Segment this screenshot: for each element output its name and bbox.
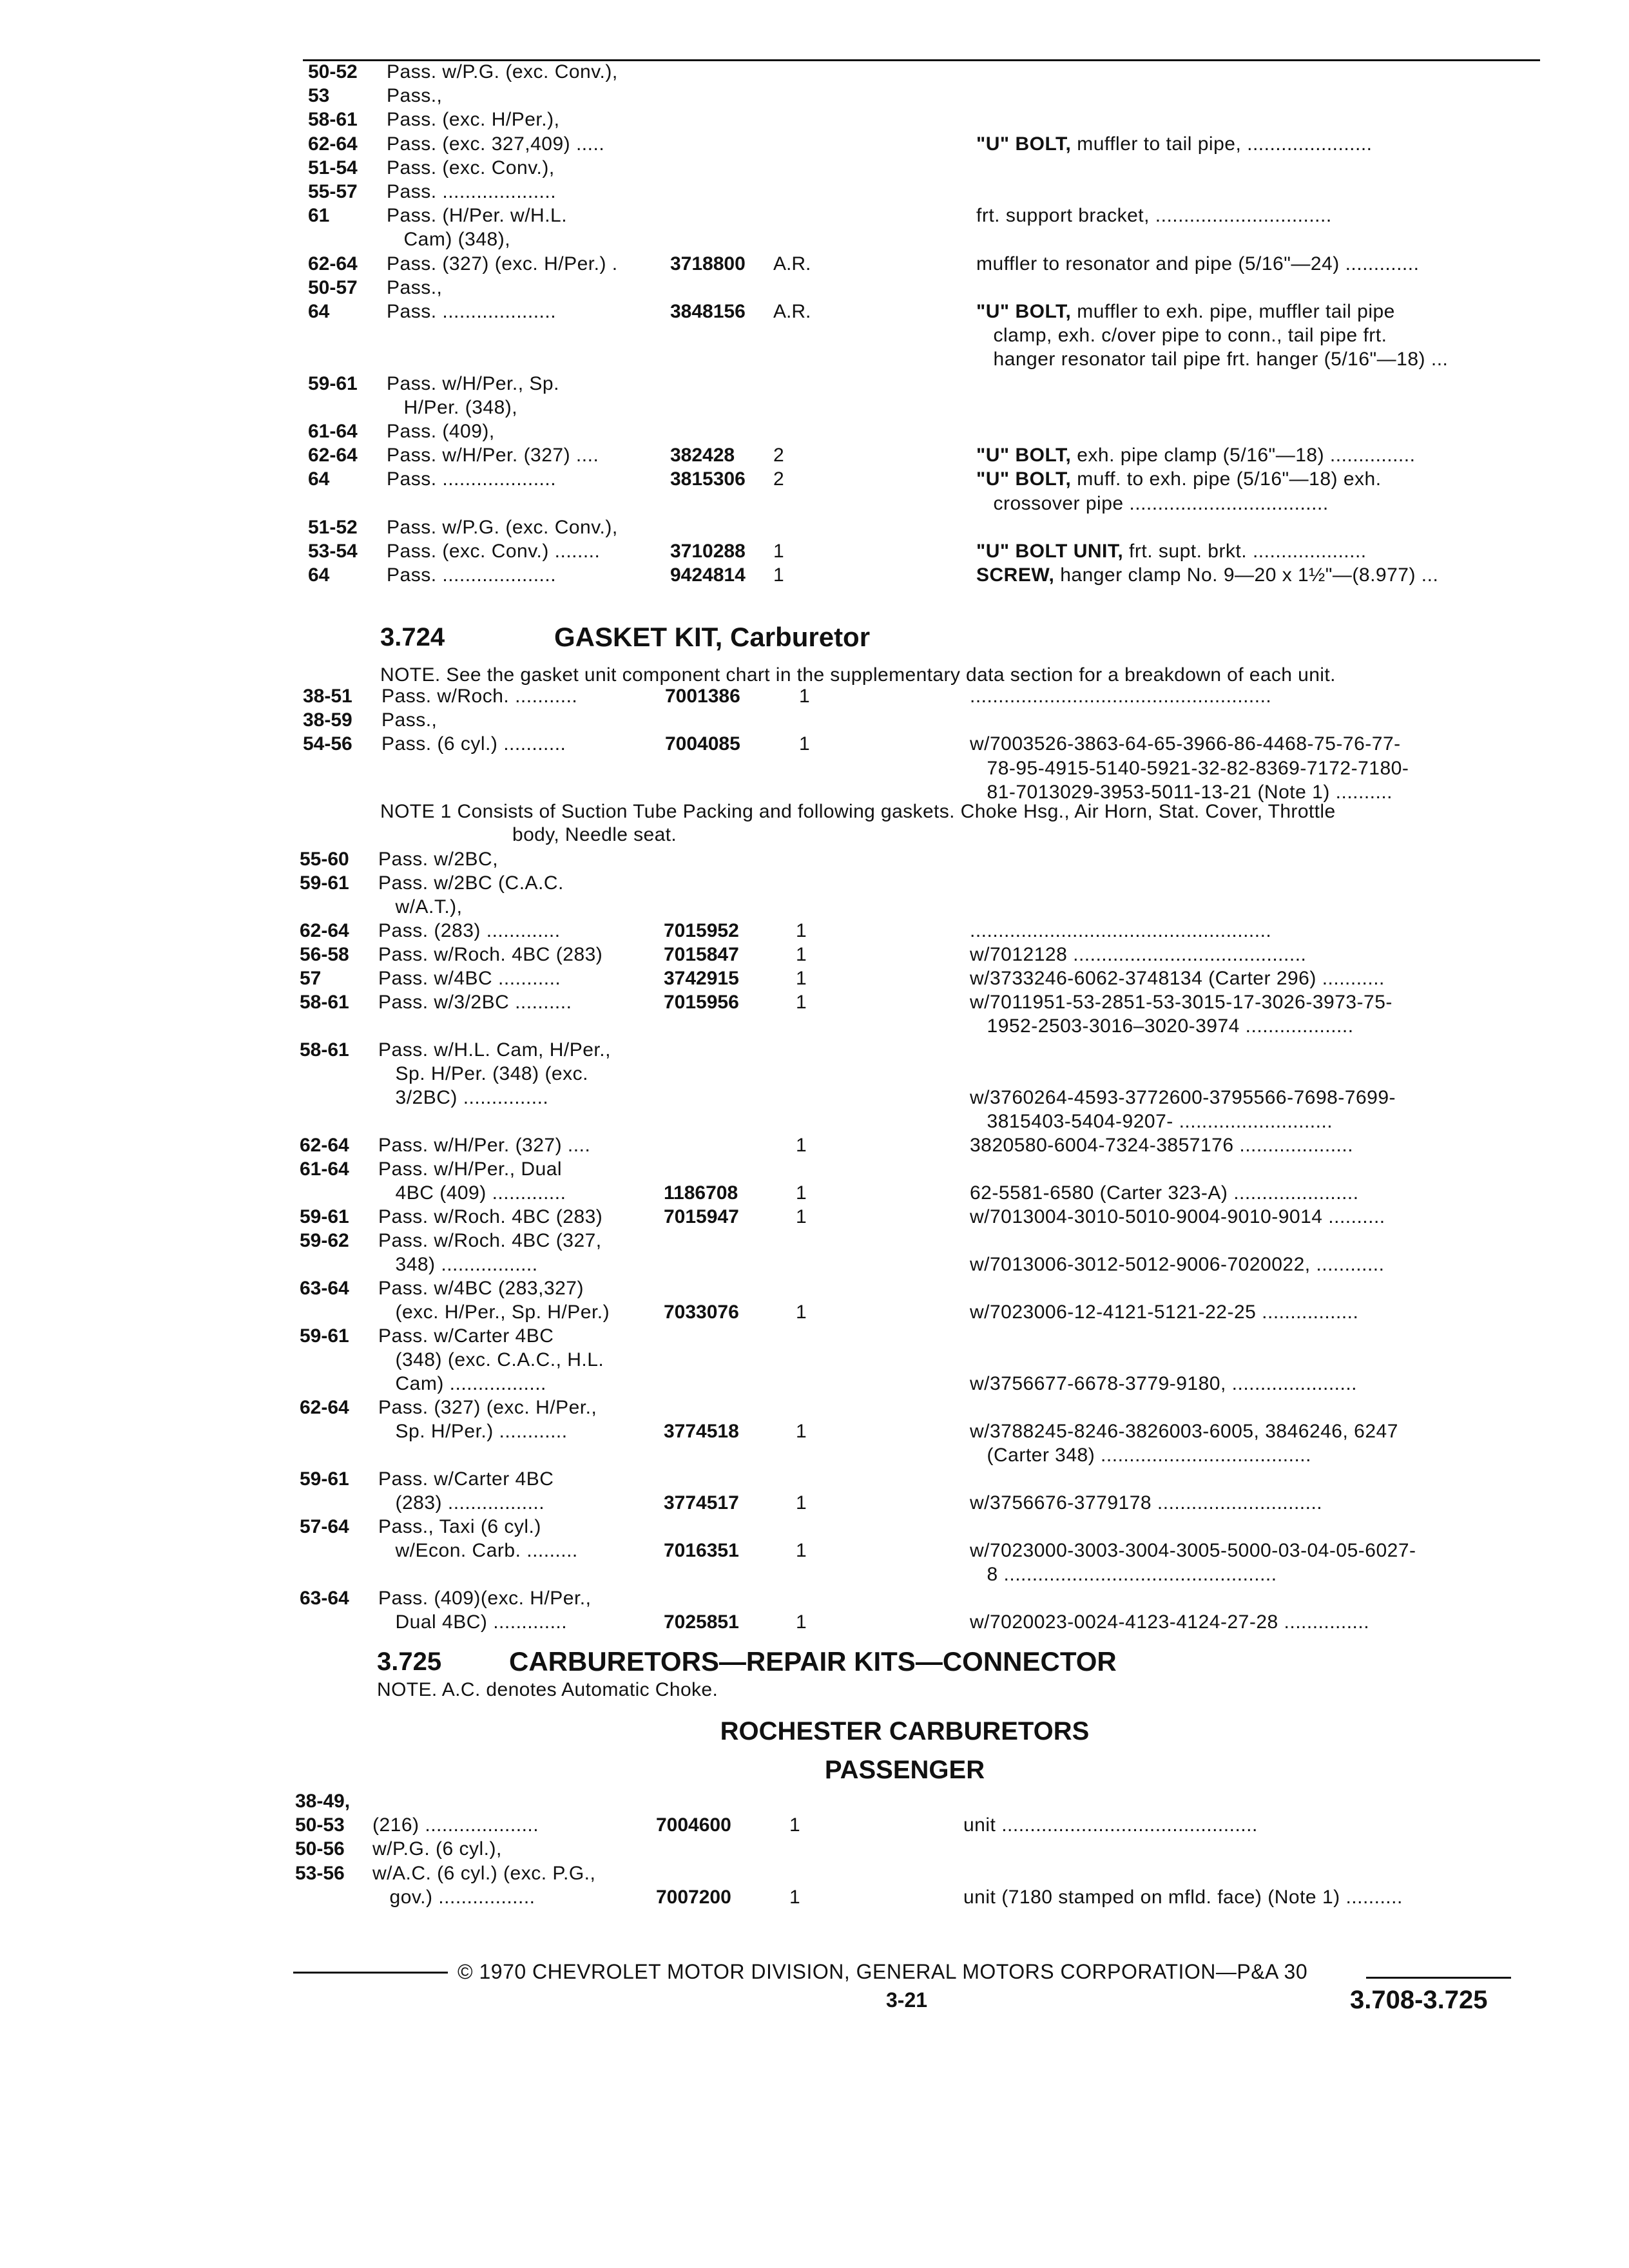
table-row [0, 1610, 1629, 1635]
section-number-3725: 3.725 [377, 1648, 442, 1676]
usage-description: frt. support bracket, ............................... [976, 205, 1332, 227]
quantity: 1 [796, 1302, 807, 1323]
table-row [0, 895, 1629, 919]
usage-description: unit (7180 stamped on mfld. face) (Note 1) .......... [963, 1886, 1403, 1908]
table-row [0, 1300, 1629, 1325]
table-row [0, 252, 1629, 276]
usage-description: 3815403-5404-9207- ........................... [970, 1111, 1333, 1132]
table-row [0, 492, 1629, 516]
table-row [0, 1467, 1629, 1492]
usage-description: ..................................................... [970, 686, 1272, 707]
description: w/A.C. (6 cyl.) (exc. P.G., [372, 1862, 596, 1884]
usage-description: w/3733246-6062-3748134 (Carter 296) ........... [970, 968, 1385, 989]
year-range: 61-64 [300, 1158, 349, 1180]
quantity: 1 [773, 541, 784, 562]
part-name: "U" BOLT, [976, 301, 1072, 322]
description: Pass. w/Roch. 4BC (283) [378, 1206, 603, 1227]
table-row [0, 684, 1629, 709]
description: Pass. (exc. 327,409) ..... [387, 133, 605, 155]
section-title-gasket-kit: GASKET KIT, Carburetor [554, 622, 871, 652]
usage-description: w/7003526-3863-64-65-3966-86-4468-75-76-77- [970, 733, 1401, 755]
description: Pass. w/H.L. Cam, H/Per., [378, 1039, 611, 1061]
table-row [0, 732, 1629, 756]
part-name: "U" BOLT UNIT, [976, 541, 1124, 562]
description: Pass. .................... [387, 468, 557, 490]
usage-description: SCREW, hanger clamp No. 9—20 x 1½"—(8.977) ... [976, 564, 1439, 586]
part-number: 7025851 [664, 1611, 739, 1633]
usage-description: w/3788245-8246-3826003-6005, 3846246, 6247 [970, 1421, 1398, 1442]
year-range: 58-61 [300, 992, 349, 1013]
year-range: 57 [300, 968, 322, 989]
quantity: 1 [796, 1611, 807, 1633]
description: Dual 4BC) ............. [378, 1611, 568, 1633]
part-number: 7004600 [656, 1814, 731, 1836]
year-range: 55-57 [308, 181, 358, 202]
table-row [0, 1396, 1629, 1420]
quantity: 1 [796, 968, 807, 989]
table-row [0, 1491, 1629, 1515]
description: Pass. w/2BC (C.A.C. [378, 872, 564, 894]
year-range: 38-49, [295, 1791, 351, 1812]
quantity: A.R. [773, 253, 811, 274]
year-range: 61-64 [308, 421, 358, 442]
year-range: 57-64 [300, 1516, 349, 1537]
table-row [0, 108, 1629, 132]
part-number: 7001386 [665, 686, 740, 707]
year-range: 51-52 [308, 516, 358, 538]
part-number: 382428 [670, 445, 735, 466]
quantity: 1 [796, 1135, 807, 1156]
description: 4BC (409) ............. [378, 1182, 566, 1204]
table-row [0, 372, 1629, 396]
description: Pass. (exc. H/Per.), [387, 109, 560, 131]
year-range: 50-56 [295, 1838, 345, 1860]
note-1-line1: NOTE 1 Consists of Suction Tube Packing and following gaskets. Choke Hsg., Air Horn, Stat. Cover, Throttle [380, 801, 1336, 822]
year-range: 58-61 [300, 1039, 349, 1061]
table-row [0, 1885, 1629, 1910]
quantity: 1 [799, 686, 810, 707]
usage-description: 62-5581-6580 (Carter 323-A) ...................... [970, 1182, 1359, 1204]
quantity: 1 [796, 920, 807, 941]
table-row [0, 1372, 1629, 1396]
part-number: 3742915 [664, 968, 739, 989]
table-row [0, 180, 1629, 204]
description: Pass. w/Roch. 4BC (327, [378, 1230, 602, 1251]
description: Pass., [387, 85, 443, 107]
description: Sp. H/Per. (348) (exc. [378, 1063, 588, 1084]
table-row [0, 300, 1629, 324]
quantity: 1 [773, 564, 784, 586]
section-title-carburetors: CARBURETORS—REPAIR KITS—CONNECTOR [509, 1646, 1117, 1677]
description: Pass., Taxi (6 cyl.) [378, 1516, 541, 1537]
table-row [0, 419, 1629, 444]
usage-description: 8 ................................................ [970, 1564, 1277, 1585]
usage-description: w/7012128 ......................................... [970, 944, 1307, 965]
year-range: 64 [308, 564, 330, 586]
description: Pass. w/H/Per. (327) .... [378, 1135, 591, 1156]
description: Pass. w/2BC, [378, 849, 499, 870]
year-range: 64 [308, 468, 330, 490]
description: 3/2BC) ............... [378, 1087, 549, 1108]
section-note-gasket: NOTE. See the gasket unit component chart in the supplementary data section for a breakdown of each unit. [380, 664, 1336, 686]
table-row [0, 1419, 1629, 1444]
quantity: 1 [796, 1492, 807, 1514]
year-range: 59-61 [308, 372, 358, 394]
usage-description: muffler to resonator and pipe (5/16"—24) ............. [976, 253, 1420, 274]
part-number: 7007200 [656, 1886, 731, 1908]
year-range: 50-57 [308, 276, 358, 298]
description: Pass. (6 cyl.) ........... [381, 733, 566, 755]
table-row [0, 1789, 1629, 1814]
description: Pass. (H/Per. w/H.L. [387, 205, 568, 227]
usage-description: w/7013004-3010-5010-9004-9010-9014 .......... [970, 1206, 1385, 1227]
year-range: 50-53 [295, 1814, 345, 1836]
description: Pass. (exc. Conv.) ........ [387, 541, 601, 562]
description: Pass. (409)(exc. H/Per., [378, 1588, 592, 1609]
section-note-ac: NOTE. A.C. denotes Automatic Choke. [377, 1679, 718, 1700]
year-range: 63-64 [300, 1588, 349, 1609]
section-number-3724: 3.724 [380, 623, 445, 651]
year-range: 55-60 [300, 849, 349, 870]
description: (216) .................... [372, 1814, 539, 1836]
table-row [0, 1110, 1629, 1134]
table-row [0, 919, 1629, 943]
quantity: 1 [796, 1540, 807, 1561]
table-row [0, 515, 1629, 540]
usage-description: 81-7013029-3953-5011-13-21 (Note 1) .......... [970, 781, 1393, 803]
year-range: 54-56 [303, 733, 352, 755]
description: Pass. w/4BC ........... [378, 968, 561, 989]
year-range: 59-61 [300, 1206, 349, 1227]
description: Pass. w/H/Per., Dual [378, 1158, 563, 1180]
year-range: 62-64 [300, 920, 349, 941]
table-row [0, 1038, 1629, 1062]
usage-description: 1952-2503-3016–3020-3974 ................... [970, 1015, 1354, 1037]
description: H/Per. (348), [387, 396, 518, 418]
year-range: 59-62 [300, 1230, 349, 1251]
table-row [0, 1515, 1629, 1539]
part-number: 3774517 [664, 1492, 739, 1514]
description: Pass. w/Roch. ........... [381, 686, 578, 707]
year-range: 51-54 [308, 157, 358, 178]
description: Cam) (348), [387, 229, 511, 251]
year-range: 61 [308, 205, 330, 227]
year-range: 62-64 [308, 253, 358, 274]
description: Pass. w/Roch. 4BC (283) [378, 944, 603, 965]
table-row [0, 1133, 1629, 1158]
year-range: 38-51 [303, 686, 352, 707]
part-number: 7004085 [665, 733, 740, 755]
table-row [0, 563, 1629, 588]
description: Pass. (327) (exc. H/Per., [378, 1397, 597, 1418]
year-range: 53-54 [308, 541, 358, 562]
part-number: 1186708 [664, 1182, 738, 1204]
part-name: SCREW, [976, 564, 1055, 586]
usage-description: "U" BOLT, muffler to tail pipe, ...................... [976, 133, 1373, 155]
usage-description: 78-95-4915-5140-5921-32-82-8369-7172-7180- [970, 757, 1409, 779]
usage-description: w/7020023-0024-4123-4124-27-28 ............... [970, 1611, 1370, 1633]
year-range: 62-64 [308, 133, 358, 155]
part-number: 7015947 [664, 1206, 739, 1227]
year-range: 53-56 [295, 1862, 345, 1884]
year-range: 62-64 [308, 445, 358, 466]
description: Pass. (409), [387, 421, 495, 442]
table-row [0, 943, 1629, 967]
quantity: 1 [796, 1182, 807, 1204]
usage-description: w/7011951-53-2851-53-3015-17-3026-3973-75- [970, 992, 1393, 1013]
table-row [0, 539, 1629, 564]
table-row [0, 966, 1629, 991]
footer-rule-left [293, 1972, 448, 1974]
description: w/A.T.), [378, 896, 463, 918]
table-row [0, 1014, 1629, 1039]
table-row [0, 156, 1629, 180]
description: Pass. (283) ............. [378, 920, 561, 941]
usage-description: w/3760264-4593-3772600-3795566-7698-7699- [970, 1087, 1396, 1108]
quantity: 1 [796, 944, 807, 965]
part-number: 7015956 [664, 992, 739, 1013]
quantity: 1 [796, 1421, 807, 1442]
usage-description: w/7023006-12-4121-5121-22-25 ................. [970, 1302, 1359, 1323]
description: Pass. w/P.G. (exc. Conv.), [387, 61, 618, 82]
quantity: 1 [799, 733, 810, 755]
description: Pass. (exc. Conv.), [387, 157, 555, 178]
usage-description: "U" BOLT UNIT, frt. supt. brkt. .................... [976, 541, 1367, 562]
description: Pass. w/H/Per., Sp. [387, 372, 559, 394]
part-number: 3710288 [670, 541, 746, 562]
year-range: 59-61 [300, 1325, 349, 1347]
usage-description: hanger resonator tail pipe frt. hanger (5/16"—18) ... [976, 349, 1449, 370]
quantity: 1 [789, 1886, 800, 1908]
table-row [0, 1181, 1629, 1206]
description: w/Econ. Carb. ......... [378, 1540, 578, 1561]
usage-description: 3820580-6004-7324-3857176 .................... [970, 1135, 1354, 1156]
description: (348) (exc. C.A.C., H.L. [378, 1349, 604, 1370]
year-range: 62-64 [300, 1135, 349, 1156]
part-number: 9424814 [670, 564, 746, 586]
quantity: 2 [773, 445, 784, 466]
year-range: 63-64 [300, 1278, 349, 1299]
section-range: 3.708-3.725 [1350, 1986, 1488, 2014]
footer-copyright: © 1970 CHEVROLET MOTOR DIVISION, GENERAL MOTORS CORPORATION—P&A 30 [458, 1960, 1308, 1983]
description: Pass. w/H/Per. (327) .... [387, 445, 599, 466]
year-range: 38-59 [303, 709, 352, 731]
year-range: 64 [308, 301, 330, 322]
quantity: 1 [789, 1814, 800, 1836]
part-name: "U" BOLT, [976, 445, 1072, 466]
table-row [0, 1324, 1629, 1349]
quantity: 2 [773, 468, 784, 490]
description: (exc. H/Per., Sp. H/Per.) [378, 1302, 610, 1323]
part-number: 3774518 [664, 1421, 739, 1442]
description: 348) ................. [378, 1254, 538, 1275]
usage-description: "U" BOLT, muff. to exh. pipe (5/16"—18) exh. [976, 468, 1382, 490]
part-number: 7015847 [664, 944, 739, 965]
table-row [0, 756, 1629, 781]
part-number: 7016351 [664, 1540, 739, 1561]
description: Sp. H/Per.) ............ [378, 1421, 568, 1442]
table-row [0, 60, 1629, 84]
year-range: 53 [308, 85, 330, 107]
part-number: 7033076 [664, 1302, 739, 1323]
description: Cam) ................. [378, 1373, 546, 1394]
table-row [0, 396, 1629, 420]
quantity: A.R. [773, 301, 811, 322]
usage-description: w/7013006-3012-5012-9006-7020022, ............ [970, 1254, 1385, 1275]
part-name: "U" BOLT, [976, 468, 1072, 490]
usage-description: ..................................................... [970, 920, 1272, 941]
part-name: "U" BOLT, [976, 133, 1072, 155]
year-range: 58-61 [308, 109, 358, 131]
table-row [0, 1443, 1629, 1468]
description: Pass. .................... [387, 181, 557, 202]
table-row [0, 1586, 1629, 1611]
table-row [0, 1539, 1629, 1563]
table-row [0, 1205, 1629, 1229]
year-range: 59-61 [300, 872, 349, 894]
description: Pass., [381, 709, 438, 731]
description: gov.) ................. [372, 1886, 535, 1908]
table-row [0, 132, 1629, 157]
table-row [0, 467, 1629, 492]
table-row [0, 1562, 1629, 1587]
table-row [0, 847, 1629, 872]
description: w/P.G. (6 cyl.), [372, 1838, 502, 1860]
table-row [0, 347, 1629, 372]
usage-description: clamp, exh. c/over pipe to conn., tail pipe frt. [976, 325, 1387, 347]
part-number: 7015952 [664, 920, 739, 941]
part-number: 3815306 [670, 468, 746, 490]
table-row [0, 1861, 1629, 1886]
usage-description: unit ............................................. [963, 1814, 1258, 1836]
table-row [0, 1276, 1629, 1301]
table-row [0, 443, 1629, 468]
table-row [0, 276, 1629, 300]
year-range: 56-58 [300, 944, 349, 965]
heading-passenger: PASSENGER [824, 1756, 985, 1784]
description: Pass. w/4BC (283,327) [378, 1278, 584, 1299]
table-row [0, 1157, 1629, 1182]
table-row [0, 204, 1629, 228]
part-number: 3718800 [670, 253, 746, 274]
footer-rule-right [1366, 1977, 1511, 1979]
table-row [0, 1229, 1629, 1253]
usage-description: crossover pipe ................................... [976, 492, 1329, 514]
usage-description: w/7023000-3003-3004-3005-5000-03-04-05-6027- [970, 1540, 1416, 1561]
description: Pass. w/P.G. (exc. Conv.), [387, 516, 618, 538]
year-range: 59-61 [300, 1468, 349, 1490]
description: Pass. w/Carter 4BC [378, 1325, 554, 1347]
table-row [0, 1086, 1629, 1110]
table-row [0, 323, 1629, 348]
heading-rochester-carburetors: ROCHESTER CARBURETORS [720, 1717, 1090, 1745]
table-row [0, 990, 1629, 1015]
table-row [0, 1348, 1629, 1372]
usage-description: w/3756677-6678-3779-9180, ...................... [970, 1373, 1358, 1394]
usage-description: "U" BOLT, exh. pipe clamp (5/16"—18) ............... [976, 445, 1416, 466]
year-range: 62-64 [300, 1397, 349, 1418]
usage-description: "U" BOLT, muffler to exh. pipe, muffler tail pipe [976, 301, 1395, 322]
note-1-line2: body, Needle seat. [512, 824, 677, 845]
quantity: 1 [796, 992, 807, 1013]
table-row [0, 227, 1629, 252]
description: Pass. .................... [387, 564, 557, 586]
description: Pass., [387, 276, 443, 298]
description: (283) ................. [378, 1492, 545, 1514]
table-row [0, 871, 1629, 896]
usage-description: w/3756676-3779178 ............................. [970, 1492, 1323, 1514]
table-row [0, 84, 1629, 108]
description: Pass. w/3/2BC .......... [378, 992, 572, 1013]
quantity: 1 [796, 1206, 807, 1227]
description: Pass. w/Carter 4BC [378, 1468, 554, 1490]
year-range: 50-52 [308, 61, 358, 82]
table-row [0, 1062, 1629, 1086]
part-number: 3848156 [670, 301, 746, 322]
usage-description: (Carter 348) ..................................... [970, 1445, 1311, 1466]
table-row [0, 708, 1629, 733]
table-row [0, 1837, 1629, 1861]
table-row [0, 1813, 1629, 1838]
page-number: 3-21 [886, 1988, 928, 2012]
table-row [0, 1253, 1629, 1277]
description: Pass. .................... [387, 301, 557, 322]
description: Pass. (327) (exc. H/Per.) . [387, 253, 618, 274]
